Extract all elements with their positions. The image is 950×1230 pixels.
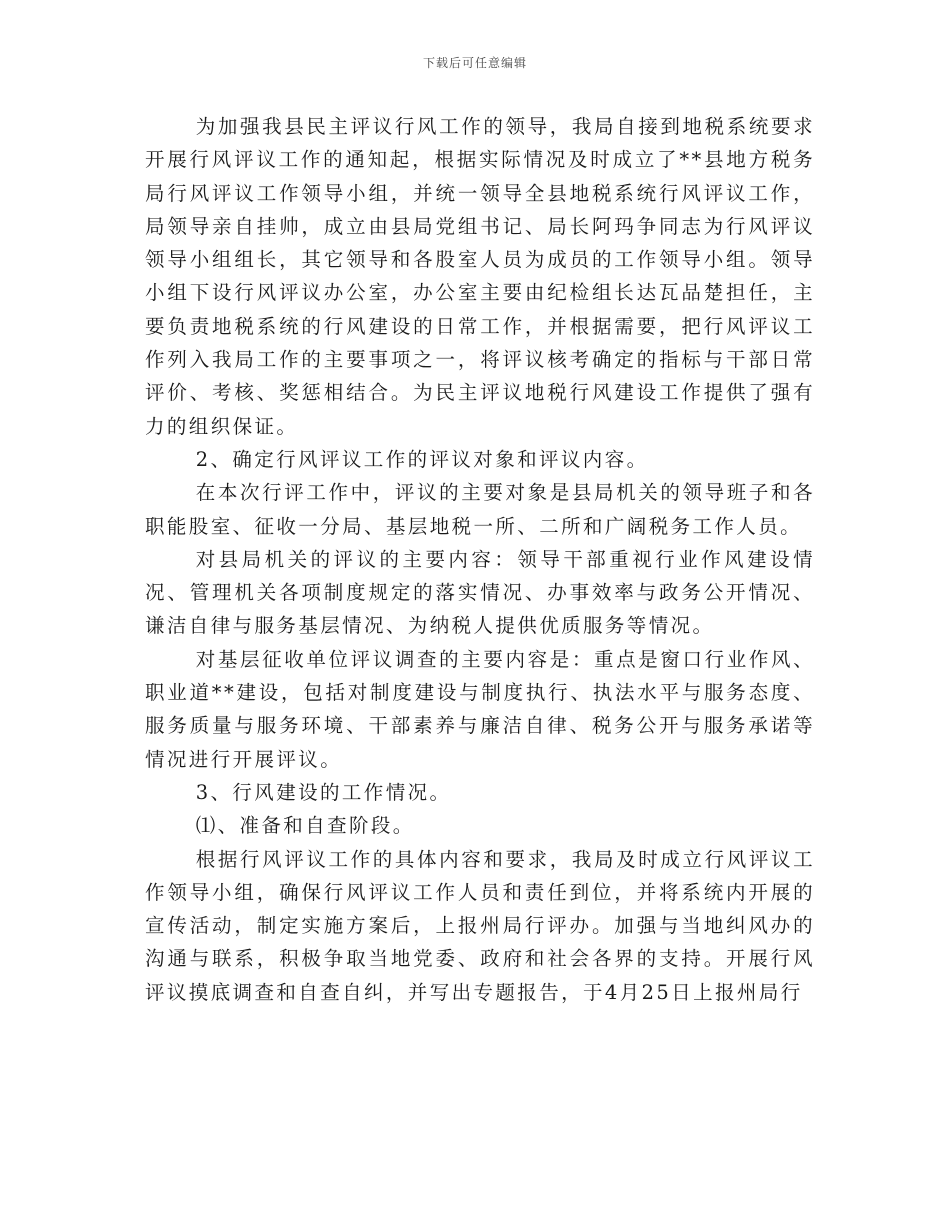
paragraph-county-evaluation-content: 对县局机关的评议的主要内容：领导干部重视行业作风建设情况、管理机关各项制度规定的落实情况、办事效率与政务公开情况、谦洁自律与服务基层情况、为纳税人提供优质服务等情况。 bbox=[145, 547, 815, 638]
paragraph-preparation-stage: 根据行风评议工作的具体内容和要求，我局及时成立行风评议工作领导小组，确保行风评议工作人员和责任到位，并将系统内开展的宣传活动，制定实施方案后，上报州局行评办。加强与当地纠风办的沟通与联系，积极争取当地党委、政府和社会各界的支持。开展行风评议摸底调查和自查自纠，并写出专题报告，于4月25日上报州局行 bbox=[145, 847, 815, 1004]
document-body bbox=[145, 110, 815, 1009]
subsection-heading-3-1: ⑴、准备和自查阶段。 bbox=[195, 814, 415, 838]
section-heading-3: 3、行风建设的工作情况。 bbox=[195, 780, 452, 804]
paragraph-evaluation-targets: 在本次行评工作中，评议的主要对象是县局机关的领导班子和各职能股室、征收一分局、基层地税一所、二所和广阔税务工作人员。 bbox=[145, 481, 815, 538]
page-header: 下载后可任意编辑 bbox=[422, 56, 527, 70]
section-heading-2: 2、确定行风评议工作的评议对象和评议内容。 bbox=[195, 447, 649, 471]
paragraph-leadership-group: 为加强我县民主评议行风工作的领导，我局自接到地税系统要求开展行风评议工作的通知起，根据实际情况及时成立了**县地方税务局行风评议工作领导小组，并统一领导全县地税系统行风评议工作，局领导亲自挂帅，成立由县局党组书记、局长阿玛争同志为行风评议领导小组组长，其它领导和各股室人员为成员的工作领导小组。领导小组下设行风评议办公室，办公室主要由纪检组长达瓦品楚担任，主要负责地税系统的行风建设的日常工作，并根据需要，把行风评议工作列入我局工作的主要事项之一，将评议核考确定的指标与干部日常评价、考核、奖惩相结合。为民主评议地税行风建设工作提供了强有力的组织保证。 bbox=[145, 115, 815, 438]
paragraph-grassroots-evaluation-content: 对基层征收单位评议调查的主要内容是：重点是窗口行业作风、职业道**建设，包括对制度建设与制度执行、执法水平与服务态度、服务质量与服务环境、干部素养与廉洁自律、税务公开与服务承诺等情况进行开展评议。 bbox=[145, 647, 815, 771]
